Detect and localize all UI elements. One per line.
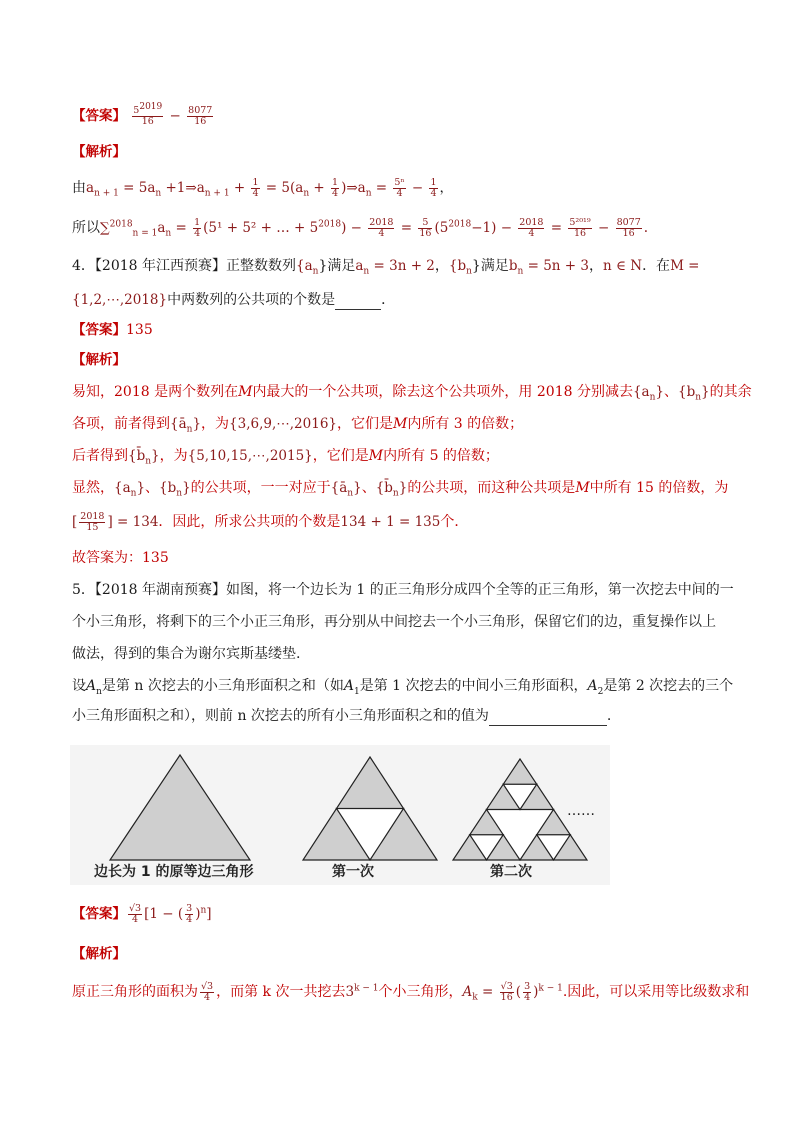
q4-analysis-line-5: [ $\frac{2018}{15}$ ] = 134．因此，所求公共项的个数是134 + 1 = 135个． bbox=[72, 511, 469, 533]
q5-stem-line-4: 设$A_n$是第 n 次挖去的小三角形面积之和（如$A_1$是第 1 次挖去的中间小三角形面积，$A_2$是第 2 次挖去的三个 bbox=[72, 678, 734, 697]
ellipsis: …… bbox=[567, 803, 595, 819]
q4-answer-line: 【答案】135 bbox=[72, 322, 153, 338]
q4-stem-line-2: {1,2,⋯,2018}中两数列的公共项的个数是 ． bbox=[72, 292, 396, 308]
q5-analysis-line-1: 原正三角形的面积为 $\frac{√3}{4}$ ，而第 k 次一共挖去$3^{k - 1}$个小三角形，$A_k$ = $\frac{√3}{16}$ ( $\frac{3}{4}$ )$^{k - 1}$.因此，可以采用等比级数求和 bbox=[72, 981, 750, 1003]
answer-fraction-1: $\frac{5^{2019}}{16}$ bbox=[133, 101, 163, 127]
q4-analysis-line-1: 易知，2018 是两个数列在M内最大的一个公共项，除去这个公共项外，用 2018 分别减去$\{a_n\}$、$\{b_n\}$的其余 bbox=[72, 384, 752, 403]
q4-analysis-line-2: 各项，前者得到$\{ā_n\}$，为{3,6,9,⋯,2016}，它们是M内所有 3 的倍数； bbox=[72, 416, 524, 435]
sierpinski-figure bbox=[70, 745, 610, 885]
q5-answer-line: 【答案】 $\frac{√3}{4}$ [1 − ( $\frac{3}{4}$ )$^n$] bbox=[72, 903, 212, 925]
q4-analysis-label: 【解析】 bbox=[72, 352, 126, 368]
q5-stem-line-1: 5．【2018 年湖南预赛】如图，将一个边长为 1 的正三角形分成四个全等的正三角形，第一次挖去中间的一 bbox=[72, 582, 734, 598]
caption-first: 第一次 bbox=[332, 864, 374, 880]
q4-conclusion: 故答案为：135 bbox=[72, 550, 169, 566]
q5-analysis-label: 【解析】 bbox=[72, 946, 126, 962]
derivation-line-2: 所以$\sum^{2018}_{n = 1}a_n$ = $\frac{1}{4}$ (5¹ + 5² + … + $5^{2018}$) − $\frac{2018}{4}$ = $\frac{5}{16}$ $(5^{2018}-1)$ − $\frac{2018}{4}$ = $\frac{\text{5²⁰¹⁹}}{16}$ − $\frac{8077}{16}$ . bbox=[72, 217, 649, 239]
caption-original: 边长为 1 的原等边三角形 bbox=[94, 864, 254, 880]
answer-fraction-2: $\frac{8077}{16}$ bbox=[188, 105, 213, 127]
q4-analysis-line-4: 显然，$\{a_n\}$、$\{b_n\}$的公共项，一一对应于$\{ā_n\}$、$\{b̄_n\}$的公共项，而这种公共项是M中所有 15 的倍数，为 bbox=[72, 480, 729, 499]
q5-stem-line-2: 个小三角形，将剩下的三个小正三角形，再分别从中间挖去一个小三角形，保留它们的边，重复操作以上 bbox=[72, 614, 716, 630]
answer-label: 【答案】 bbox=[72, 108, 126, 124]
caption-second: 第二次 bbox=[490, 864, 532, 880]
q5-stem-line-5: 小三角形面积之和），则前 n 次挖去的所有小三角形面积之和的值为 . bbox=[72, 708, 612, 724]
q4-analysis-line-3: 后者得到$\{b̄_n\}$，为{5,10,15,⋯,2015}，它们是M内所有 5 的倍数； bbox=[72, 448, 499, 467]
answer-line-1: 【答案】 $\frac{5^{2019}}{16}$ − $\frac{8077}{16}$ bbox=[72, 101, 213, 127]
analysis-label-1: 【解析】 bbox=[72, 144, 126, 160]
q5-stem-line-3: 做法，得到的集合为谢尔宾斯基缕垫. bbox=[72, 646, 301, 662]
answer-blank bbox=[489, 711, 607, 726]
derivation-line-1: 由$a_{n + 1} = 5a_n$ $+1\Rightarrow a_{n + 1}$ + $\frac{1}{4}$ = $5(a_n$ + $\frac{1}{4}$ )$\Rightarrow a_n$ = $\frac{\text{5ⁿ}}{4}$ − $\frac{1}{4}$ ， bbox=[72, 177, 454, 199]
q4-stem-line-1: 4．【2018 年江西预赛】正整数数列$\{a_n\}$满足$a_n = 3n + 2$，$\{b_n\}$满足$b_n = 5n + 3$，n ∈ N．在M = bbox=[72, 258, 700, 277]
original-triangle bbox=[110, 755, 250, 860]
answer-blank bbox=[335, 295, 381, 310]
